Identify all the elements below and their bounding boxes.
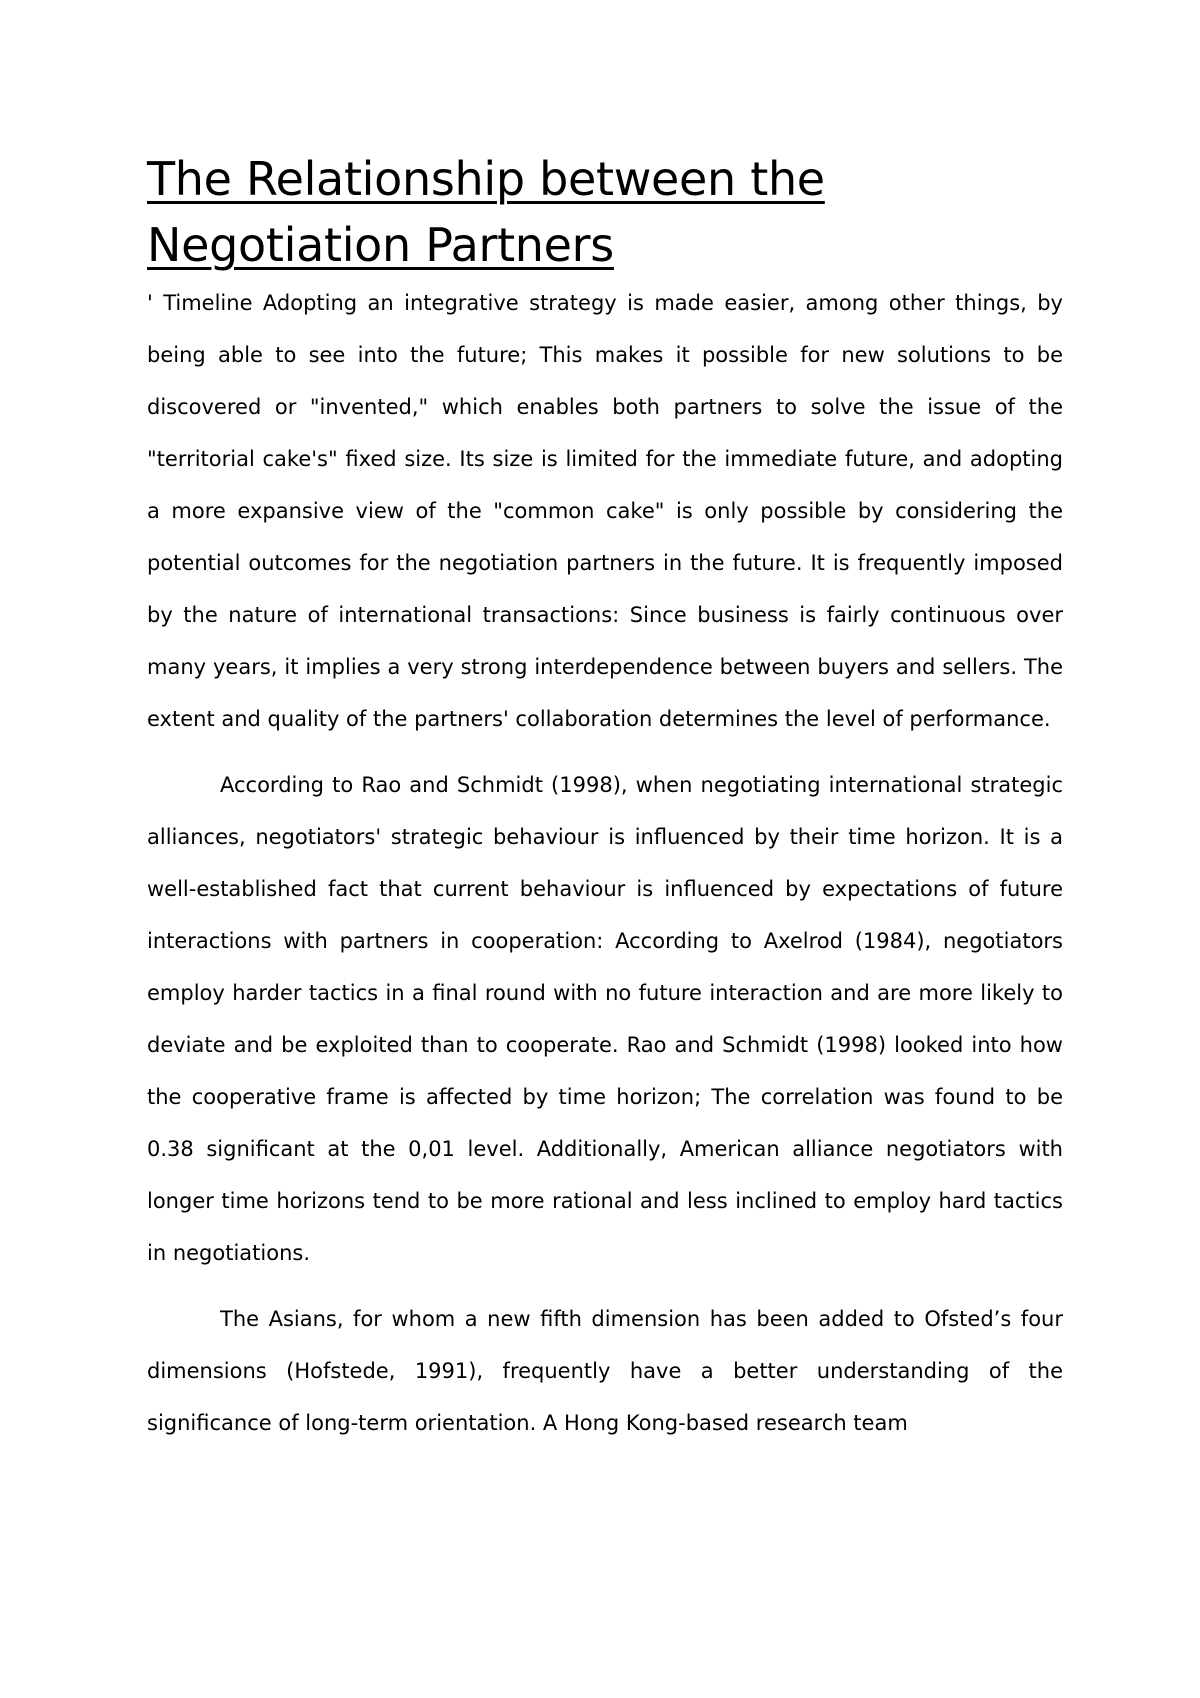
- paragraph-asians: The Asians, for whom a new fifth dimension has been added to Ofsted’s four dimensions (Hofstede, 1991), frequently have a better understanding of the significance of long-term orientation. A Hong Kong-based research team: [147, 1307, 1063, 1435]
- document-title: The Relationship between the Negotiation Partners: [147, 152, 825, 272]
- paragraph-timeline: ' Timeline Adopting an integrative strategy is made easier, among other things, by being able to see into the future; This makes it possible for new solutions to be discovered or "invented," which enables both partners to solve the issue of the "territorial cake's" fixed size. Its size is limited for the immediate future, and adopting a more expansive view of the "common cake" is only possible by considering the potential outcomes for the negotiation partners in the future. It is frequently imposed by the nature of international transactions: Since business is fairly continuous over many years, it implies a very strong interdependence between buyers and sellers. The extent and quality of the partners' collaboration determines the level of performance.: [147, 291, 1063, 731]
- document-body: [147, 146, 1063, 1449]
- paragraph-rao-schmidt: According to Rao and Schmidt (1998), when negotiating international strategic alliances, negotiators' strategic behaviour is influenced by their time horizon. It is a well-established fact that current behaviour is influenced by expectations of future interactions with partners in cooperation: According to Axelrod (1984), negotiators employ harder tactics in a final round with no future interaction and are more likely to deviate and be exploited than to cooperate. Rao and Schmidt (1998) looked into how the cooperative frame is affected by time horizon; The correlation was found to be 0.38 significant at the 0,01 level. Additionally, American alliance negotiators with longer time horizons tend to be more rational and less inclined to employ hard tactics in negotiations.: [147, 773, 1063, 1265]
